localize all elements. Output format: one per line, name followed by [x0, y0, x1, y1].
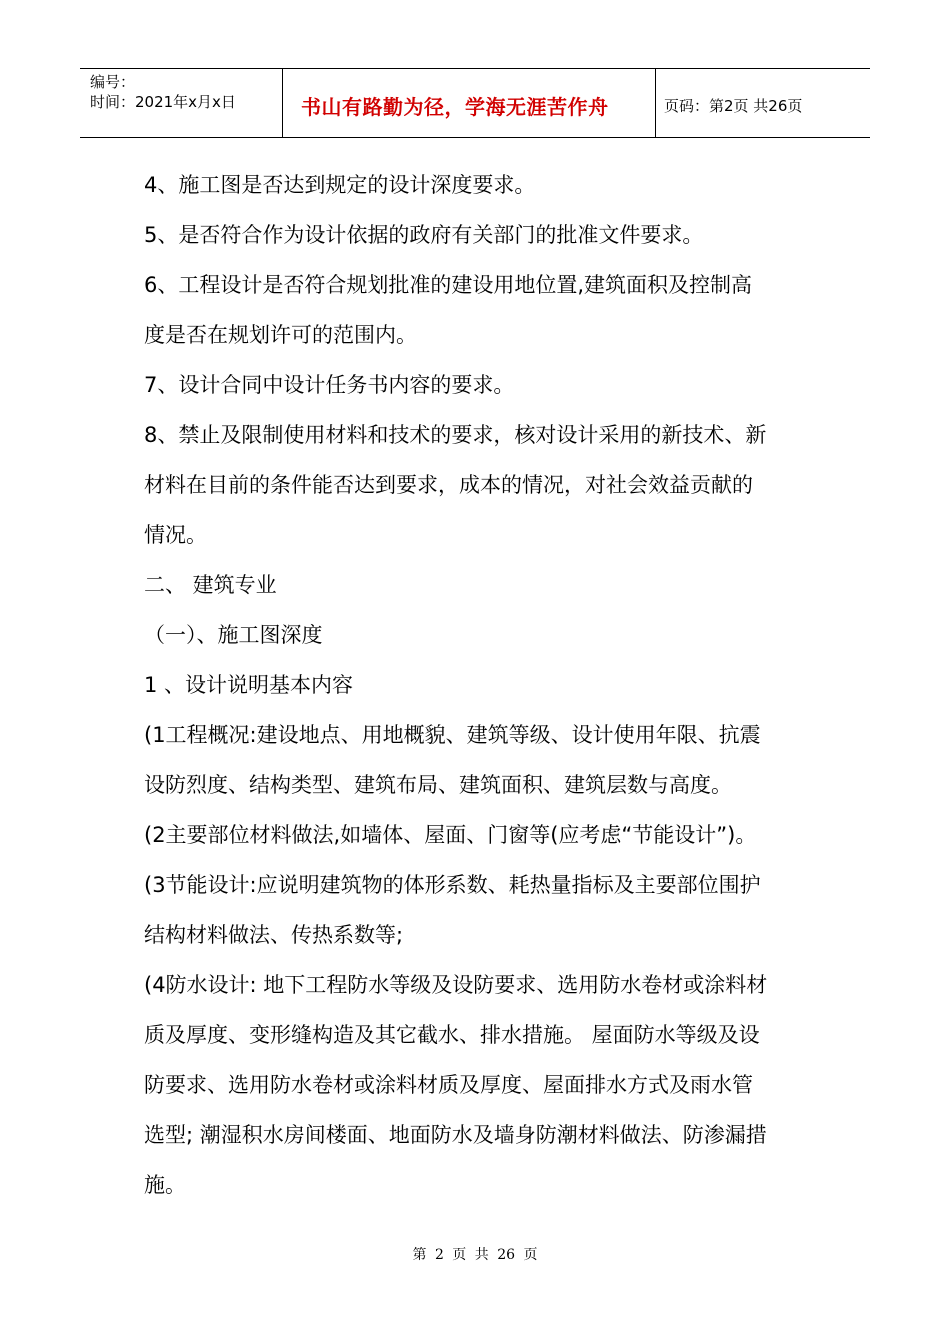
header-motto: 书山有路勤为径，学海无涯苦作舟 — [301, 95, 609, 119]
body-line: 5、是否符合作为设计依据的政府有关部门的批准文件要求。 — [144, 223, 704, 247]
header-page-info: 页码：第2页 共26页 — [664, 97, 803, 115]
body-line: 选型; 潮湿积水房间楼面、地面防水及墙身防潮材料做法、防渗漏措 — [144, 1123, 767, 1147]
body-line: 7、设计合同中设计任务书内容的要求。 — [144, 373, 515, 397]
body-line: (2主要部位材料做法,如墙体、屋面、门窗等(应考虑“节能设计”)。 — [144, 823, 757, 847]
body-line: 设防烈度、结构类型、建筑布局、建筑面积、建筑层数与高度。 — [144, 773, 732, 797]
body-line: 结构材料做法、传热系数等; — [144, 923, 404, 947]
header-page-cell — [656, 69, 870, 137]
body-line: 防要求、选用防水卷材或涂料材质及厚度、屋面排水方式及雨水管 — [144, 1073, 753, 1097]
page-header — [80, 68, 870, 138]
subsection-heading: （一）、施工图深度 — [144, 623, 323, 647]
document-number-label: 编号： — [90, 73, 136, 91]
body-line: 度是否在规划许可的范围内。 — [144, 323, 417, 347]
body-line: 8、禁止及限制使用材料和技术的要求，核对设计采用的新技术、新 — [144, 423, 767, 447]
header-meta-cell — [80, 69, 283, 137]
body-line: 6、工程设计是否符合规划批准的建设用地位置,建筑面积及控制高 — [144, 273, 753, 297]
body-line: 质及厚度、变形缝构造及其它截水、排水措施。 屋面防水等级及设 — [144, 1023, 760, 1047]
body-line: (4防水设计: 地下工程防水等级及设防要求、选用防水卷材或涂料材 — [144, 973, 768, 997]
body-line: (3节能设计:应说明建筑物的体形系数、耗热量指标及主要部位围护 — [144, 873, 761, 897]
page-footer: 第 2 页 共 26 页 — [412, 1247, 538, 1263]
body-line: 情况。 — [144, 523, 207, 547]
body-line: 施。 — [144, 1173, 186, 1197]
body-line: 材料在目前的条件能否达到要求，成本的情况，对社会效益贡献的 — [144, 473, 753, 497]
document-date: 时间：2021年x月x日 — [90, 93, 236, 111]
body-line: (1工程概况:建设地点、用地概貌、建筑等级、设计使用年限、抗震 — [144, 723, 761, 747]
document-body — [144, 160, 814, 1210]
body-line: 4、施工图是否达到规定的设计深度要求。 — [144, 173, 536, 197]
section-heading: 二、 建筑专业 — [144, 573, 277, 597]
header-motto-cell — [283, 69, 656, 137]
item-heading: 1 、设计说明基本内容 — [144, 673, 354, 697]
